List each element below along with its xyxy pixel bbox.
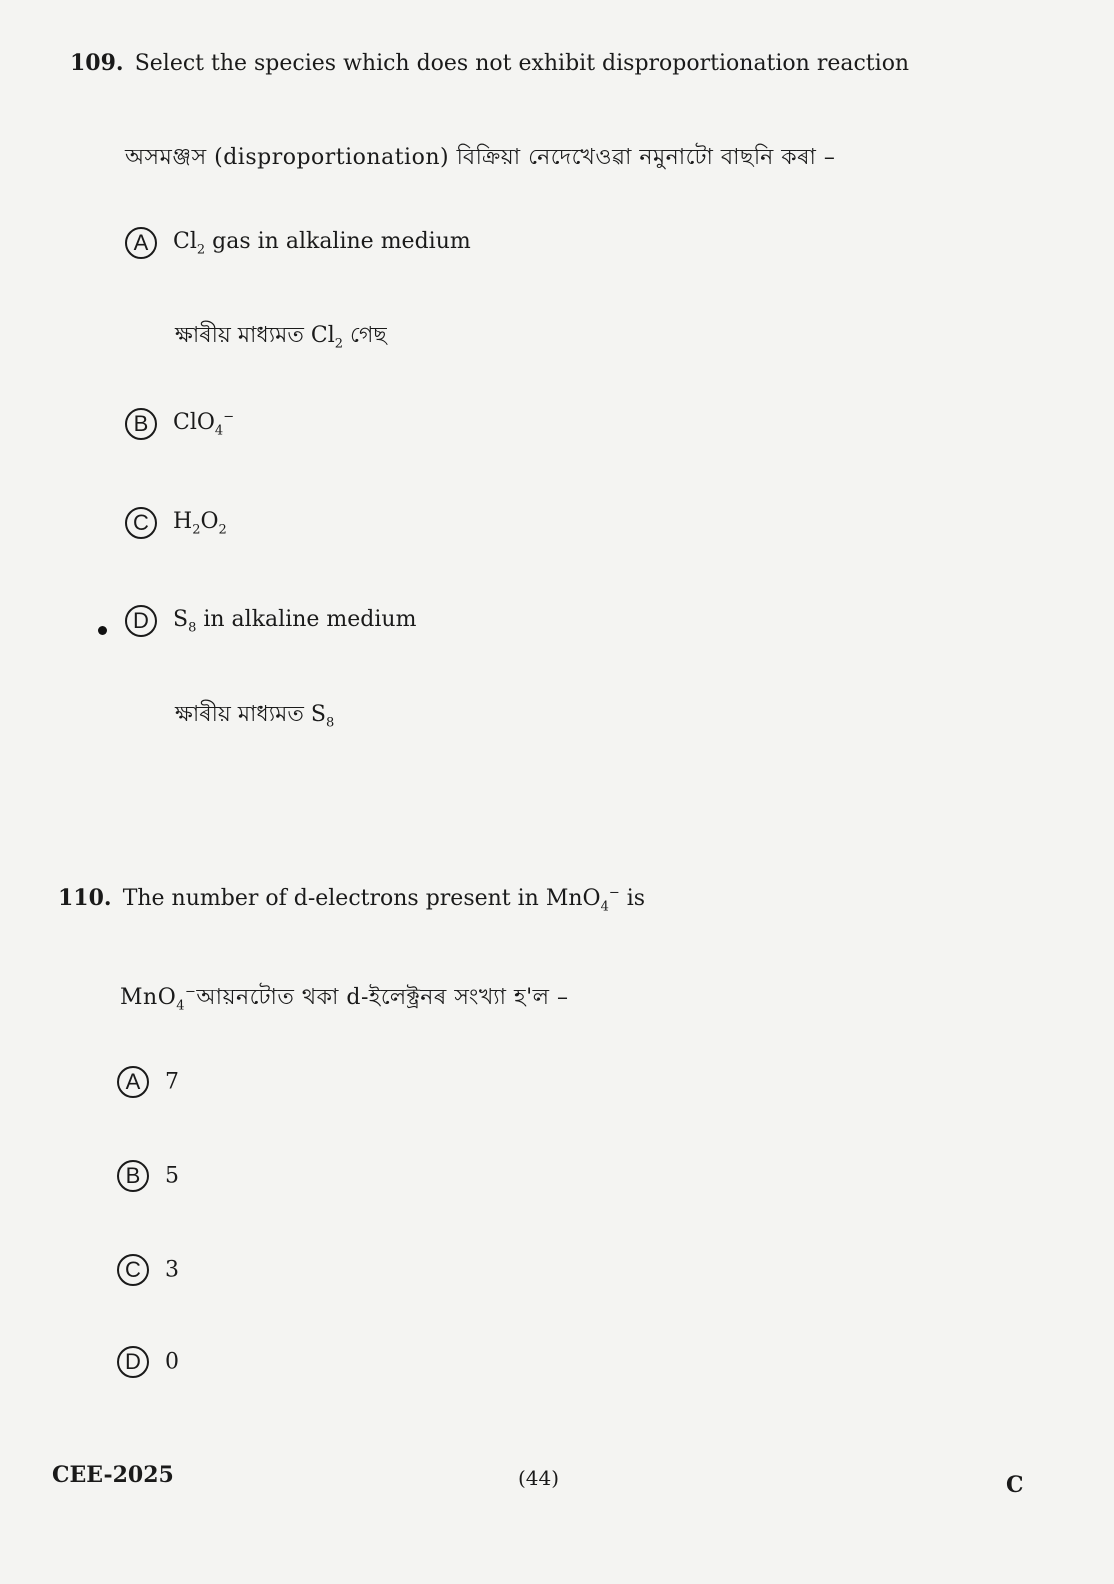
question-text-as: MnO$_4$−আয়নটোত থকা d-ইলেক্ট্ৰনৰ সংখ্যা হ'ল – xyxy=(120,984,569,1014)
option-letter: B xyxy=(125,408,157,440)
option-letter: B xyxy=(117,1160,149,1192)
option-text-en: $H_2O_2$ xyxy=(173,508,227,538)
option-letter: C xyxy=(117,1254,149,1286)
question-text-en: The number of d-electrons present in MnO$_4$− is xyxy=(122,885,646,915)
option-c[interactable] xyxy=(117,1254,179,1286)
option-d[interactable] xyxy=(117,1346,179,1378)
option-d[interactable] xyxy=(125,605,416,637)
option-a[interactable] xyxy=(117,1066,179,1098)
option-letter: A xyxy=(117,1066,149,1098)
option-letter: C xyxy=(125,507,157,539)
option-text-en: ClO$_4$− xyxy=(173,409,235,439)
option-text-en: $S_8$ in alkaline medium xyxy=(173,606,417,636)
question-number: 110. xyxy=(58,885,112,911)
option-b[interactable] xyxy=(117,1160,179,1192)
footer-exam-code: CEE-2025 xyxy=(52,1462,174,1488)
option-value: 7 xyxy=(165,1069,179,1095)
option-value: 3 xyxy=(165,1257,179,1283)
footer-set-code: C xyxy=(1006,1472,1024,1498)
option-letter: A xyxy=(125,227,157,259)
answer-marker-dot xyxy=(98,626,107,635)
option-letter: D xyxy=(117,1346,149,1378)
option-value: 5 xyxy=(165,1163,179,1189)
option-d-text-as: ক্ষাৰীয় মাধ্যমত $S_8$ xyxy=(175,702,335,731)
option-text-en: $Cl_2$ gas in alkaline medium xyxy=(173,228,471,258)
option-a-text-as: ক্ষাৰীয় মাধ্যমত $Cl_2$ গেছ xyxy=(175,323,387,352)
question-109 xyxy=(70,50,909,76)
footer-page-number: (44) xyxy=(518,1466,560,1490)
option-letter: D xyxy=(125,605,157,637)
option-c[interactable] xyxy=(125,507,227,539)
question-110 xyxy=(58,885,645,914)
option-value: 0 xyxy=(165,1349,179,1375)
option-b[interactable] xyxy=(125,408,234,440)
question-text-as: অসমঞ্জস (disproportionation) বিক্ৰিয়া নেদেখেওৱা নমুনাটো বাছনি কৰা – xyxy=(125,145,836,170)
option-a[interactable] xyxy=(125,227,471,259)
question-text-en: Select the species which does not exhibit disproportionation reaction xyxy=(134,51,910,76)
question-number: 109. xyxy=(70,50,124,76)
